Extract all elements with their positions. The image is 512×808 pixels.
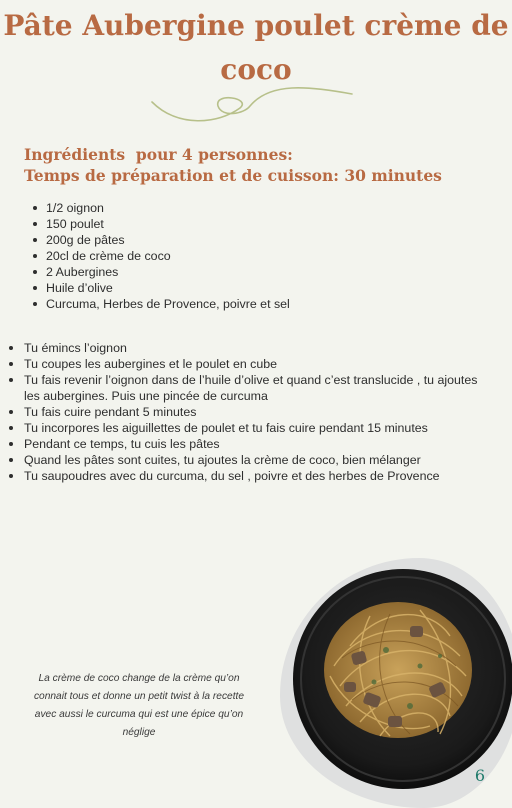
pasta-dish-photo [290, 566, 512, 797]
time-heading: Temps de préparation et de cuisson: 30 minutes [24, 166, 442, 185]
ingredient-item: 2 Aubergines [46, 264, 486, 280]
ingredient-item: 20cl de crème de coco [46, 248, 486, 264]
page-number: 6 [474, 766, 486, 785]
step-item: Pendant ce temps, tu cuis les pâtes [24, 436, 494, 452]
tip-line: connait tous et donne un petit twist à la recette [33, 691, 245, 702]
ingredients-list [46, 200, 486, 312]
recipe-title-line2: coco [220, 53, 292, 86]
decorative-flourish [148, 84, 358, 130]
step-item: Tu incorpores les aiguillettes de poulet et tu fais cuire pendant 15 minutes [24, 420, 494, 436]
recipe-headings [24, 144, 442, 186]
recipe-title [0, 4, 512, 92]
step-item: Tu émincs l’oignon [24, 340, 494, 356]
step-item: Tu fais revenir l’oignon dans de l’huile d’olive et quand c’est translucide , tu ajoutes les aubergines. Puis une pincée de curcuma [24, 372, 494, 404]
tip-line: La crème de coco change de la crème qu’on [38, 673, 240, 684]
ingredient-item: Curcuma, Herbes de Provence, poivre et sel [46, 296, 486, 312]
step-item: Quand les pâtes sont cuites, tu ajoutes la crème de coco, bien mélanger [24, 452, 494, 468]
step-item: Tu saupoudres avec du curcuma, du sel , poivre et des herbes de Provence [24, 468, 494, 484]
step-item: Tu coupes les aubergines et le poulet en cube [24, 356, 494, 372]
tip-line: néglige [122, 727, 156, 738]
ingredient-item: 200g de pâtes [46, 232, 486, 248]
recipe-title-line1: Pâte Aubergine poulet crème de [3, 9, 509, 42]
ingredient-item: Huile d’olive [46, 280, 486, 296]
step-item: Tu fais cuire pendant 5 minutes [24, 404, 494, 420]
servings-heading: Ingrédients pour 4 personnes: [24, 145, 293, 164]
ingredient-item: 150 poulet [46, 216, 486, 232]
ingredient-item: 1/2 oignon [46, 200, 486, 216]
steps-list [24, 340, 494, 484]
tip-caption [0, 670, 278, 742]
tip-line: avec aussi le curcuma qui est une épice qu’on [34, 709, 244, 720]
